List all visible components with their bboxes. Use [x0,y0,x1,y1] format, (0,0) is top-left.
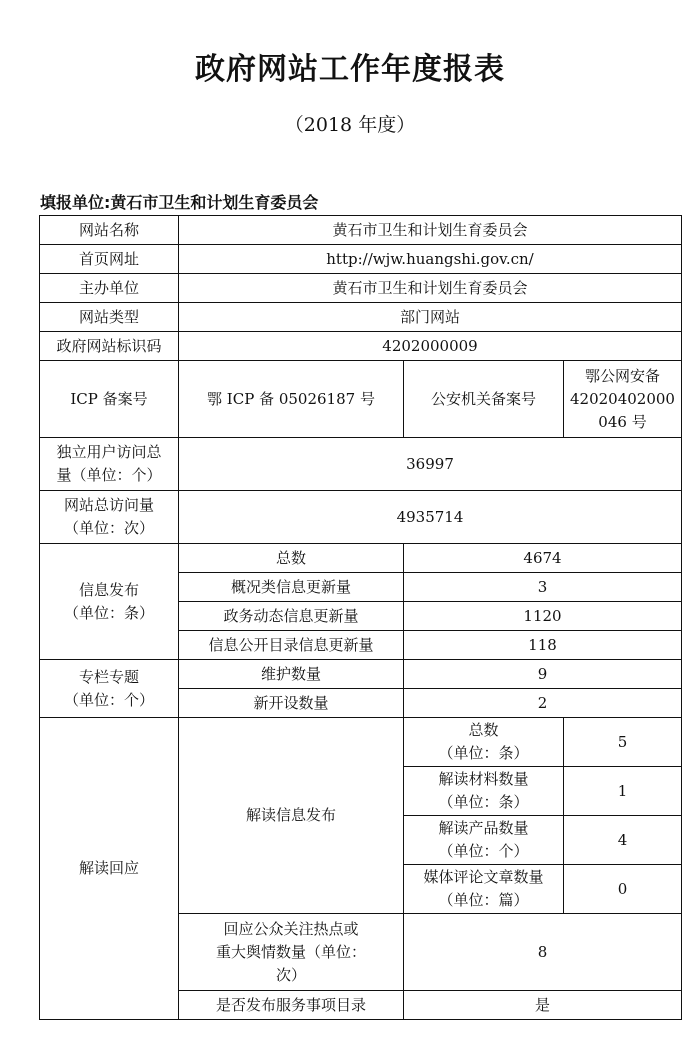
interp-item-label [404,865,564,914]
info-item-label: 政务动态信息更新量 [179,602,404,631]
icp-label: ICP 备案号 [40,361,179,438]
table-row [40,718,682,767]
label-line: 量（单位：个） [56,466,162,484]
interpretation-label: 解读回应 [40,718,179,1020]
label-line: （单位：条） [438,793,529,811]
report-year: （2018 年度） [284,114,416,136]
homepage-value: http://wjw.huangshi.gov.cn/ [179,245,682,274]
label-line: （单位：篇） [438,891,529,909]
response-label [179,914,404,991]
table-row [40,332,682,361]
table-row [40,274,682,303]
info-item-value: 4674 [404,544,682,573]
label-line: （单位：个） [438,842,529,860]
table-row [40,544,682,573]
unique-visitors-value: 36997 [179,438,682,491]
table-row [40,303,682,332]
table-row [40,438,682,491]
service-catalog-value: 是 [404,991,682,1020]
label-line: 独立用户访问总 [56,443,162,461]
label-line: （单位：次） [63,519,154,537]
table-row [40,245,682,274]
page-title: 政府网站工作年度报表 [195,52,505,87]
column-item-label: 新开设数量 [179,689,404,718]
interp-item-label [404,767,564,816]
info-item-value: 1120 [404,602,682,631]
interp-item-value: 5 [564,718,682,767]
info-item-label: 概况类信息更新量 [179,573,404,602]
label-line: 解读产品数量 [438,819,529,837]
unique-visitors-label [40,438,179,491]
police-record-label: 公安机关备案号 [404,361,564,438]
table-row [40,491,682,544]
label-line: 解读材料数量 [438,770,529,788]
police-record-value [564,361,682,438]
info-item-label: 信息公开目录信息更新量 [179,631,404,660]
label-line: 回应公众关注热点或 [223,919,359,938]
interp-item-value: 0 [564,865,682,914]
label-line: 网站总访问量 [63,496,154,514]
total-visits-label [40,491,179,544]
sponsor-label: 主办单位 [40,274,179,303]
response-value: 8 [404,914,682,991]
interp-item-label [404,816,564,865]
interp-item-label [404,718,564,767]
homepage-label: 首页网址 [40,245,179,274]
icp-value: 鄂 ICP 备 05026187 号 [179,361,404,438]
column-item-value: 9 [404,660,682,689]
site-id-label: 政府网站标识码 [40,332,179,361]
label-line: 重大舆情数量（单位： [215,942,366,961]
sponsor-value: 黄石市卫生和计划生育委员会 [179,274,682,303]
site-name-label: 网站名称 [40,216,179,245]
label-line: 媒体评论文章数量 [423,868,544,886]
info-item-label: 总数 [179,544,404,573]
info-release-label [40,544,179,660]
site-id-value: 4202000009 [179,332,682,361]
police-record-line: 046 号 [598,412,647,431]
column-item-label: 维护数量 [179,660,404,689]
police-record-line: 42020402000 [570,389,675,408]
label-line: （单位：条） [438,744,529,762]
label-line: 信息发布 [78,580,139,599]
interp-item-value: 4 [564,816,682,865]
table-row [40,361,682,438]
reporting-unit: 填报单位:黄石市卫生和计划生育委员会 [40,193,319,212]
total-visits-value: 4935714 [179,491,682,544]
info-item-value: 118 [404,631,682,660]
label-line: （单位：条） [63,603,154,622]
report-table [39,215,682,1020]
interp-item-value: 1 [564,767,682,816]
service-catalog-label: 是否发布服务事项目录 [179,991,404,1020]
site-type-value: 部门网站 [179,303,682,332]
label-line: 总数 [468,721,499,739]
column-item-value: 2 [404,689,682,718]
site-type-label: 网站类型 [40,303,179,332]
label-line: （单位：个） [63,690,154,709]
label-line: 次） [275,965,306,984]
label-line: 专栏专题 [78,667,139,686]
interpretation-release-label: 解读信息发布 [179,718,404,914]
columns-label [40,660,179,718]
info-item-value: 3 [404,573,682,602]
site-name-value: 黄石市卫生和计划生育委员会 [179,216,682,245]
table-row [40,216,682,245]
table-row [40,660,682,689]
police-record-line: 鄂公网安备 [584,366,660,385]
